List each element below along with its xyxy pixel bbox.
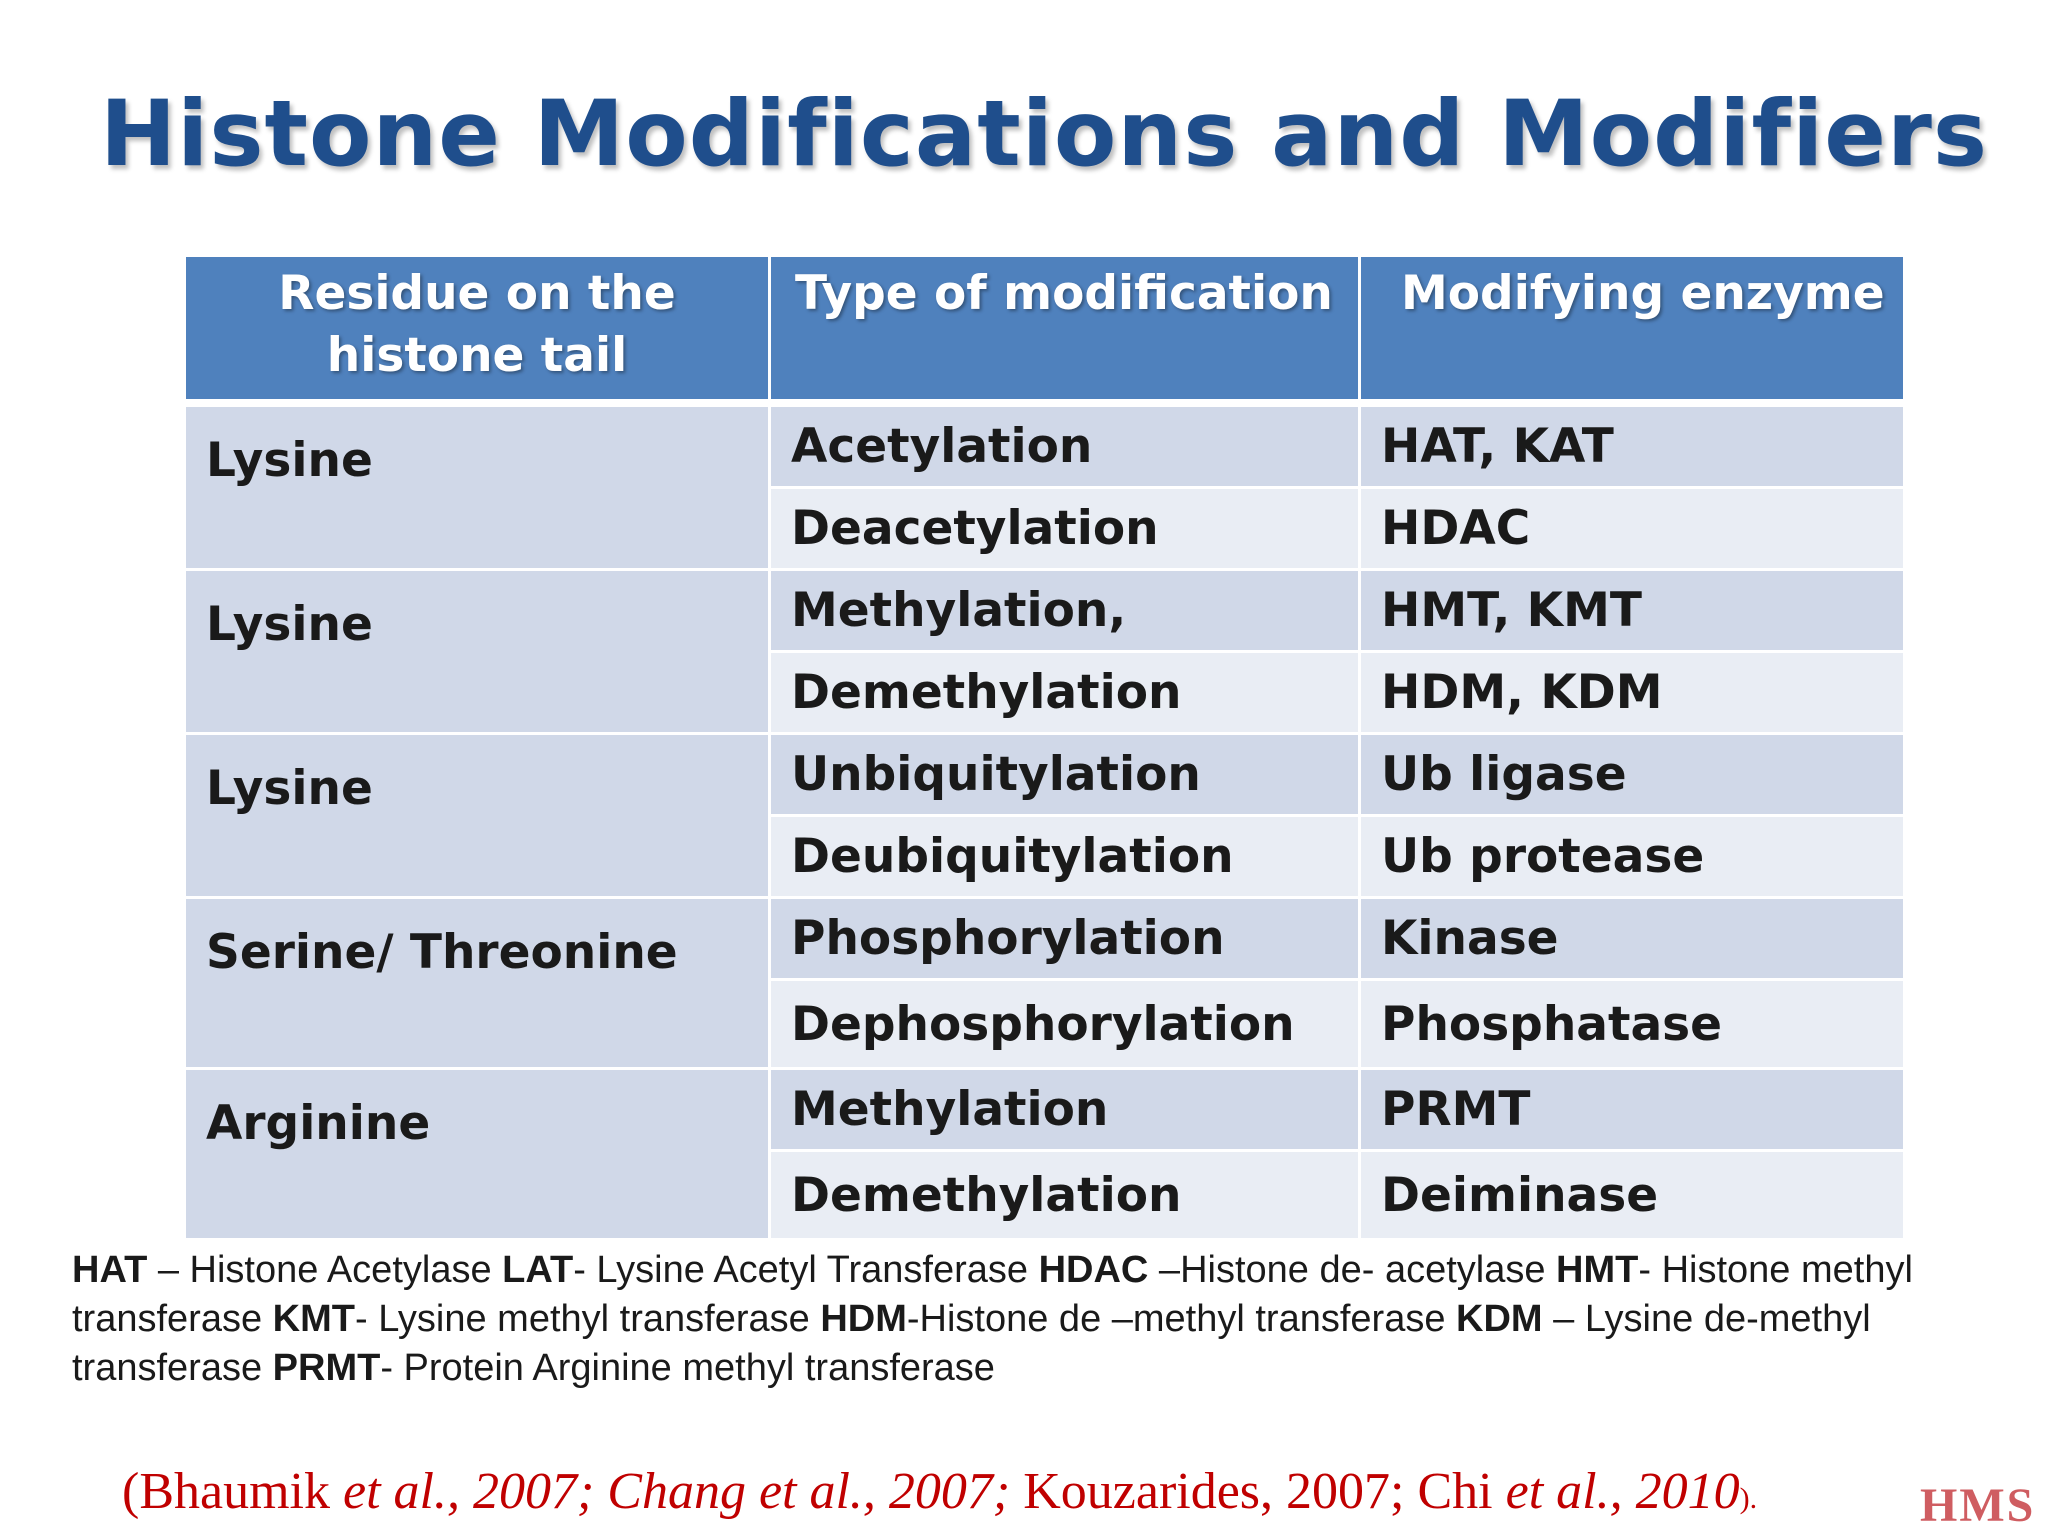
modification-cell: Deubiquitylation [770,816,1360,898]
residue-cell: Lysine [185,570,770,734]
enzyme-cell: Kinase [1360,898,1905,980]
enzyme-cell: Ub ligase [1360,734,1905,816]
enzyme-cell: HDM, KDM [1360,652,1905,734]
legend-full: Lysine Acetyl Transferase [596,1249,1029,1291]
legend-full: Protein Arginine methyl transferase [403,1347,995,1389]
modifications-table [183,254,1906,1241]
legend-full: Histone methyl transferase [72,1249,1913,1340]
legend-abbr: HAT [72,1249,148,1291]
legend-abbr: HDM [820,1298,907,1340]
citation-close: ). [1739,1482,1758,1515]
enzyme-cell: HDAC [1360,488,1905,570]
modification-cell: Methylation [770,1069,1360,1151]
legend-abbr: KDM [1456,1298,1543,1340]
legend-abbr: KMT [272,1298,355,1340]
table-header-row [185,256,1905,404]
legend-sep: - [573,1249,597,1291]
citation-italic-1: et al., 2007; Chang et al., 2007; [342,1463,1011,1520]
legend-sep: – [1148,1249,1181,1291]
header-modification: Type of modification [770,256,1360,404]
legend-abbr: PRMT [272,1347,381,1389]
legend-abbr: HMT [1556,1249,1639,1291]
legend-sep: – [1542,1298,1585,1340]
legend-sep: - [906,1298,920,1340]
enzyme-cell: Phosphatase [1360,980,1905,1069]
residue-cell: Lysine [185,403,770,570]
legend-full: Lysine methyl transferase [378,1298,810,1340]
legend-sep: - [1638,1249,1662,1291]
enzyme-cell: Ub protease [1360,816,1905,898]
table-row [185,403,1905,488]
legend-full: Histone de- acetylase [1180,1249,1546,1291]
enzyme-cell: Deiminase [1360,1151,1905,1240]
enzyme-cell: PRMT [1360,1069,1905,1151]
modification-cell: Deacetylation [770,488,1360,570]
citation [122,1462,1757,1521]
enzyme-cell: HMT, KMT [1360,570,1905,652]
modification-cell: Demethylation [770,1151,1360,1240]
legend-sep: - [354,1298,379,1340]
modification-cell: Acetylation [770,403,1360,488]
legend-sep: - [380,1347,404,1389]
legend-full: Histone Acetylase [189,1249,492,1291]
modification-cell: Phosphorylation [770,898,1360,980]
citation-open: (Bhaumik [122,1463,343,1520]
legend-abbr: LAT [502,1249,574,1291]
header-enzyme: Modifying enzyme [1360,256,1905,404]
table-row [185,1069,1905,1151]
citation-italic-2: et al., 2010 [1505,1463,1740,1520]
enzyme-cell: HAT, KAT [1360,403,1905,488]
slide-title: Histone Modifications and Modifiers [99,82,1989,187]
legend-full: Lysine de-methyl transferase [72,1298,1871,1389]
header-residue: Residue on the histone tail [185,256,770,404]
residue-cell: Serine/ Threonine [185,898,770,1069]
legend-full: Histone de –methyl transferase [919,1298,1446,1340]
modification-cell: Methylation, [770,570,1360,652]
citation-plain: Kouzarides, 2007; Chi [1010,1463,1506,1520]
modification-cell: Unbiquitylation [770,734,1360,816]
hms-logo: HMS [1920,1479,2036,1532]
modification-cell: Dephosphorylation [770,980,1360,1069]
modification-cell: Demethylation [770,652,1360,734]
abbreviation-legend [72,1246,2012,1393]
table-row [185,734,1905,816]
legend-abbr: HDAC [1038,1249,1149,1291]
residue-cell: Arginine [185,1069,770,1240]
legend-sep: – [147,1249,190,1291]
residue-cell: Lysine [185,734,770,898]
table-row [185,570,1905,652]
table-row [185,898,1905,980]
